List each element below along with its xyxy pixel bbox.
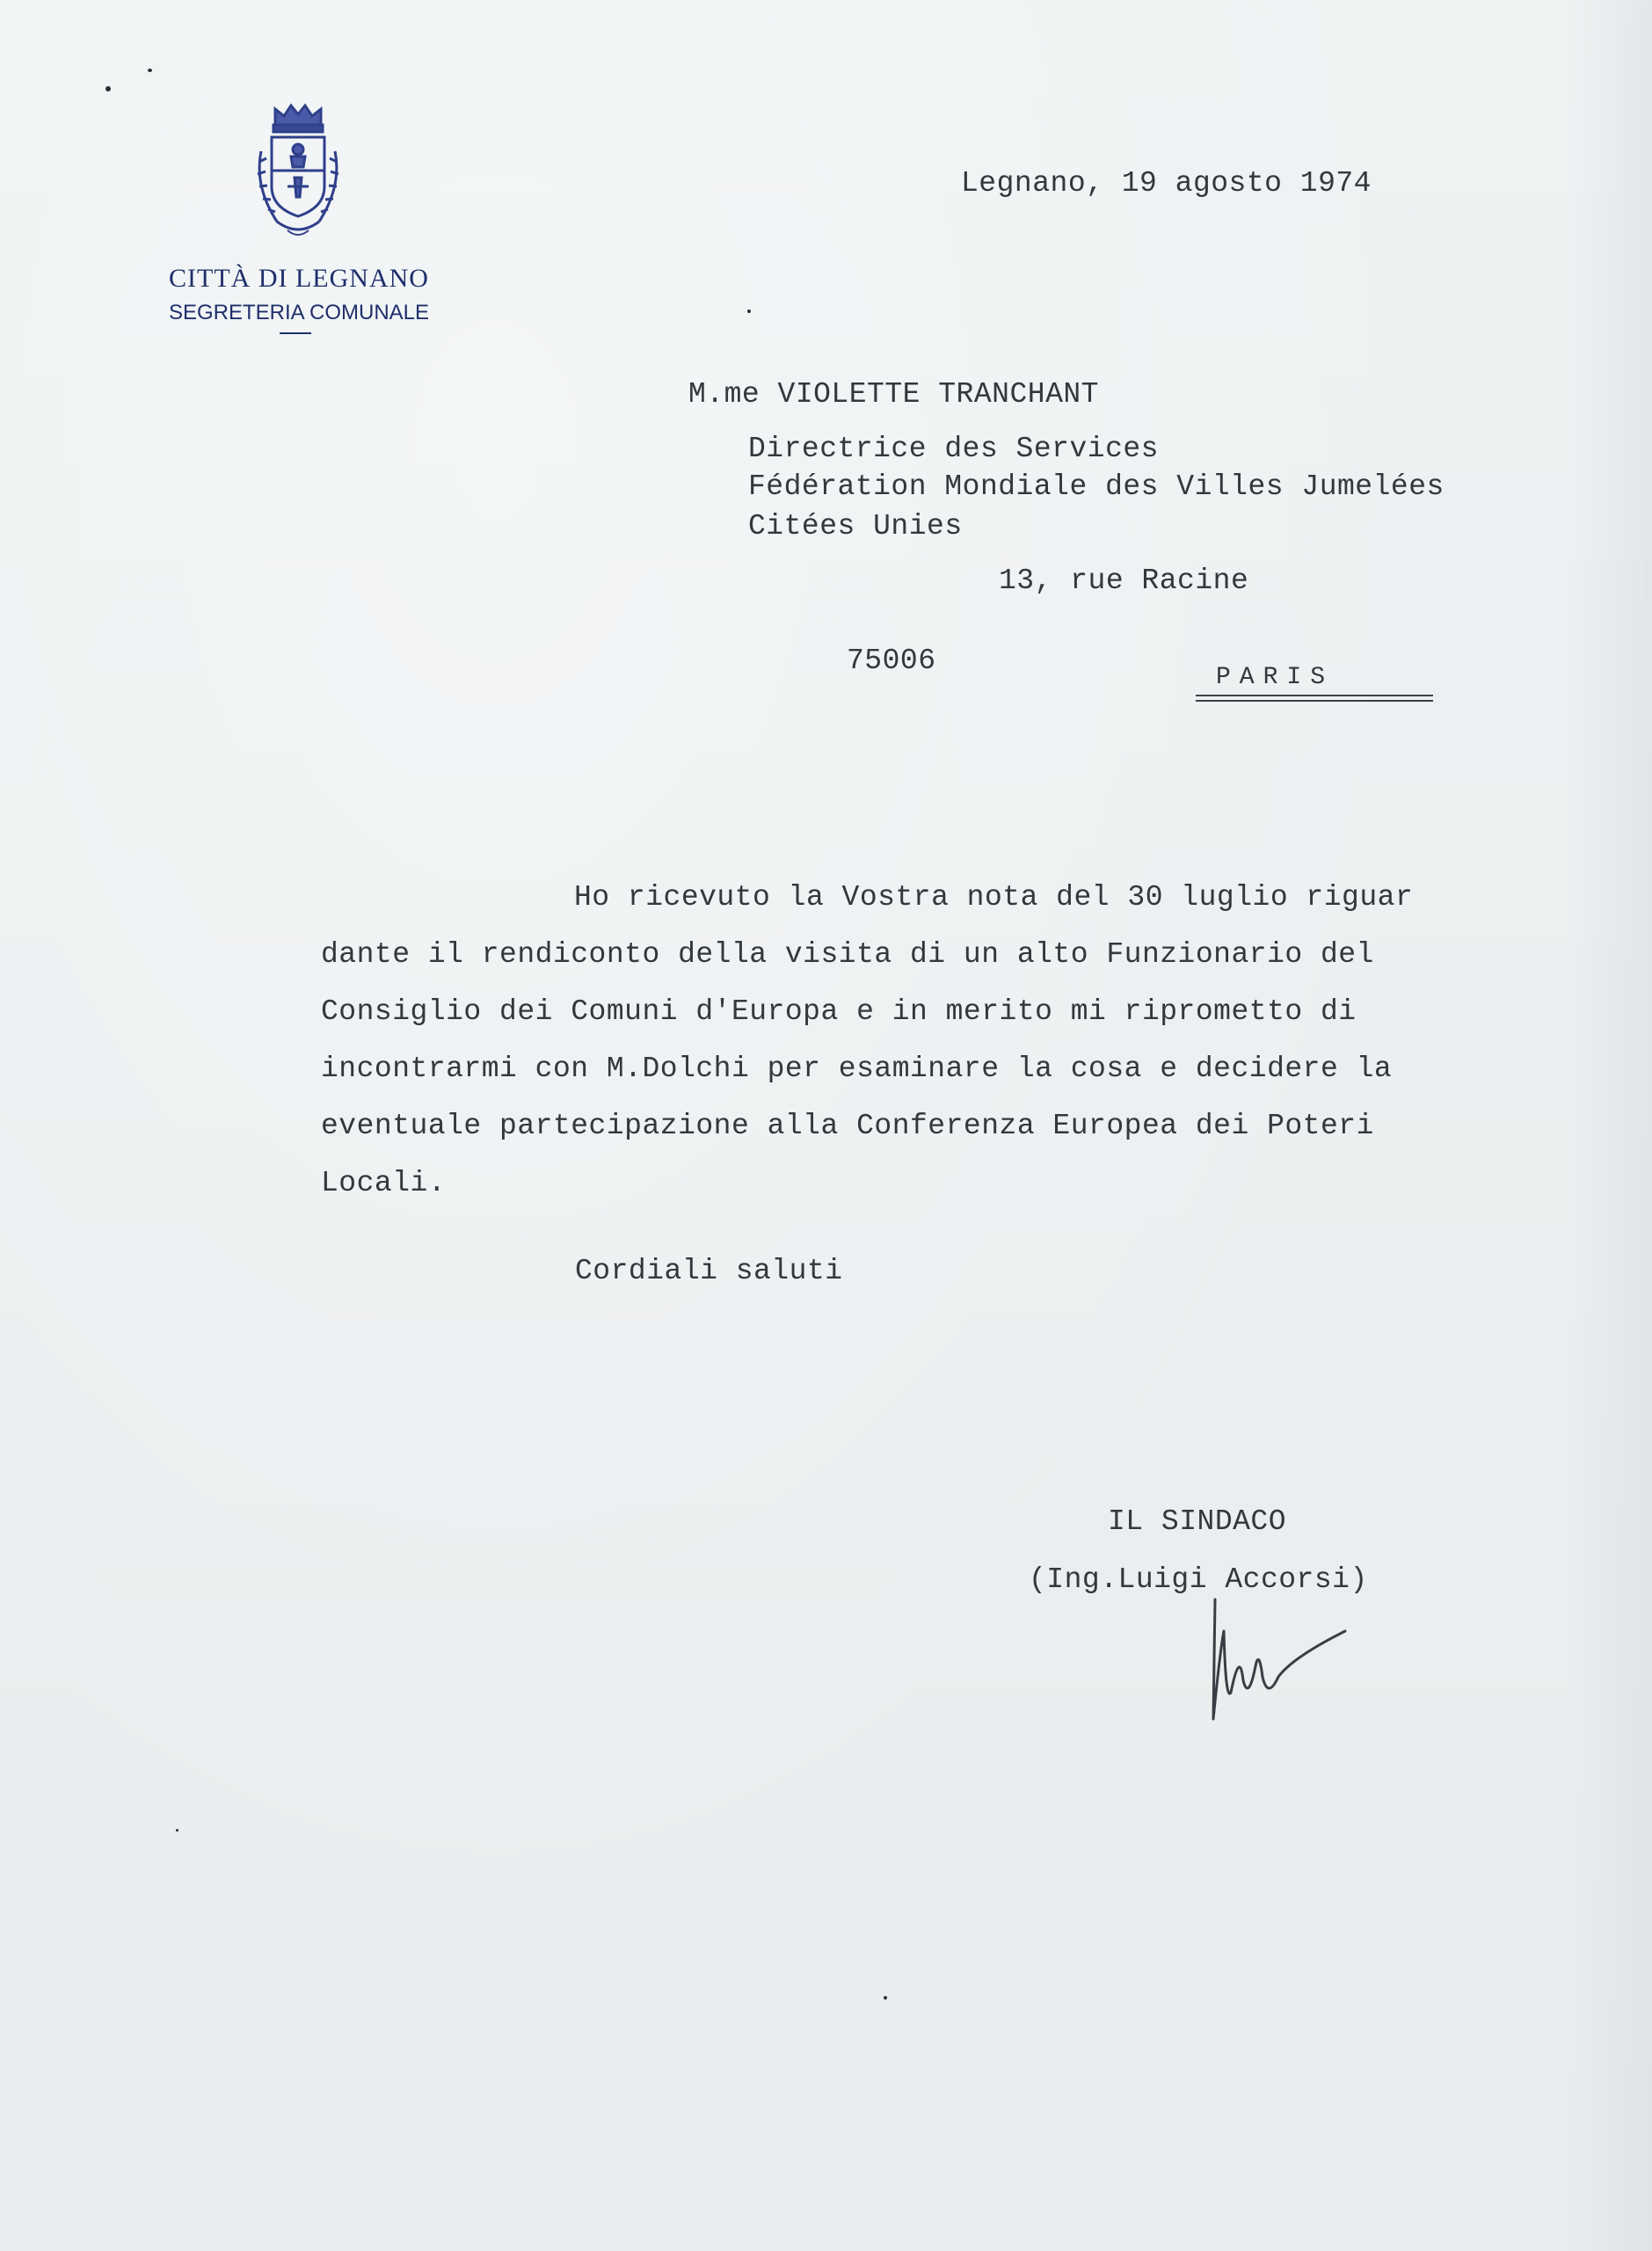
signatory-title: IL SINDACO [1108, 1505, 1287, 1538]
recipient-organization-line2: Citées Unies [748, 510, 963, 543]
signatory-name: (Ing.Luigi Accorsi) [1029, 1563, 1368, 1596]
body-line: incontrarmi con M.Dolchi per esaminare la cosa e decidere la [321, 1053, 1393, 1085]
city-underline [1196, 695, 1433, 696]
paper-speck [747, 310, 751, 313]
recipient-street: 13, rue Racine [999, 565, 1249, 597]
paper-speck [106, 86, 111, 91]
letterhead-office: SEGRETERIA COMUNALE [168, 301, 430, 324]
recipient-organization: Fédération Mondiale des Villes Jumelées [748, 470, 1445, 503]
letterhead-underline [280, 332, 311, 334]
letterhead-city: CITTÀ DI LEGNANO [169, 264, 429, 293]
recipient-postcode: 75006 [847, 645, 936, 677]
city-underline-double [1196, 700, 1433, 702]
body-line: Consiglio dei Comuni d'Europa e in merito mi riprometto di [321, 995, 1357, 1028]
body-line: eventuale partecipazione alla Conferenza Europea dei Poteri [321, 1110, 1374, 1142]
closing-salutation: Cordiali saluti [575, 1255, 843, 1287]
city-crest-icon [242, 98, 354, 246]
body-line: Ho ricevuto la Vostra nota del 30 luglio riguar [574, 881, 1414, 914]
paper-speck [148, 69, 152, 72]
recipient-city: PARIS [1216, 664, 1335, 691]
paper-speck [884, 1996, 887, 2000]
body-line: dante il rendiconto della visita di un alto Funzionario del [321, 938, 1374, 971]
body-line: Locali. [321, 1167, 447, 1199]
handwritten-signature-icon [1204, 1596, 1363, 1728]
letter-body [321, 869, 1552, 1212]
paper-speck [176, 1829, 178, 1832]
recipient-name: M.me VIOLETTE TRANCHANT [688, 378, 1099, 411]
recipient-title: Directrice des Services [748, 433, 1159, 465]
date-line: Legnano, 19 agosto 1974 [961, 167, 1372, 200]
show-through-strip [1568, 0, 1652, 2251]
